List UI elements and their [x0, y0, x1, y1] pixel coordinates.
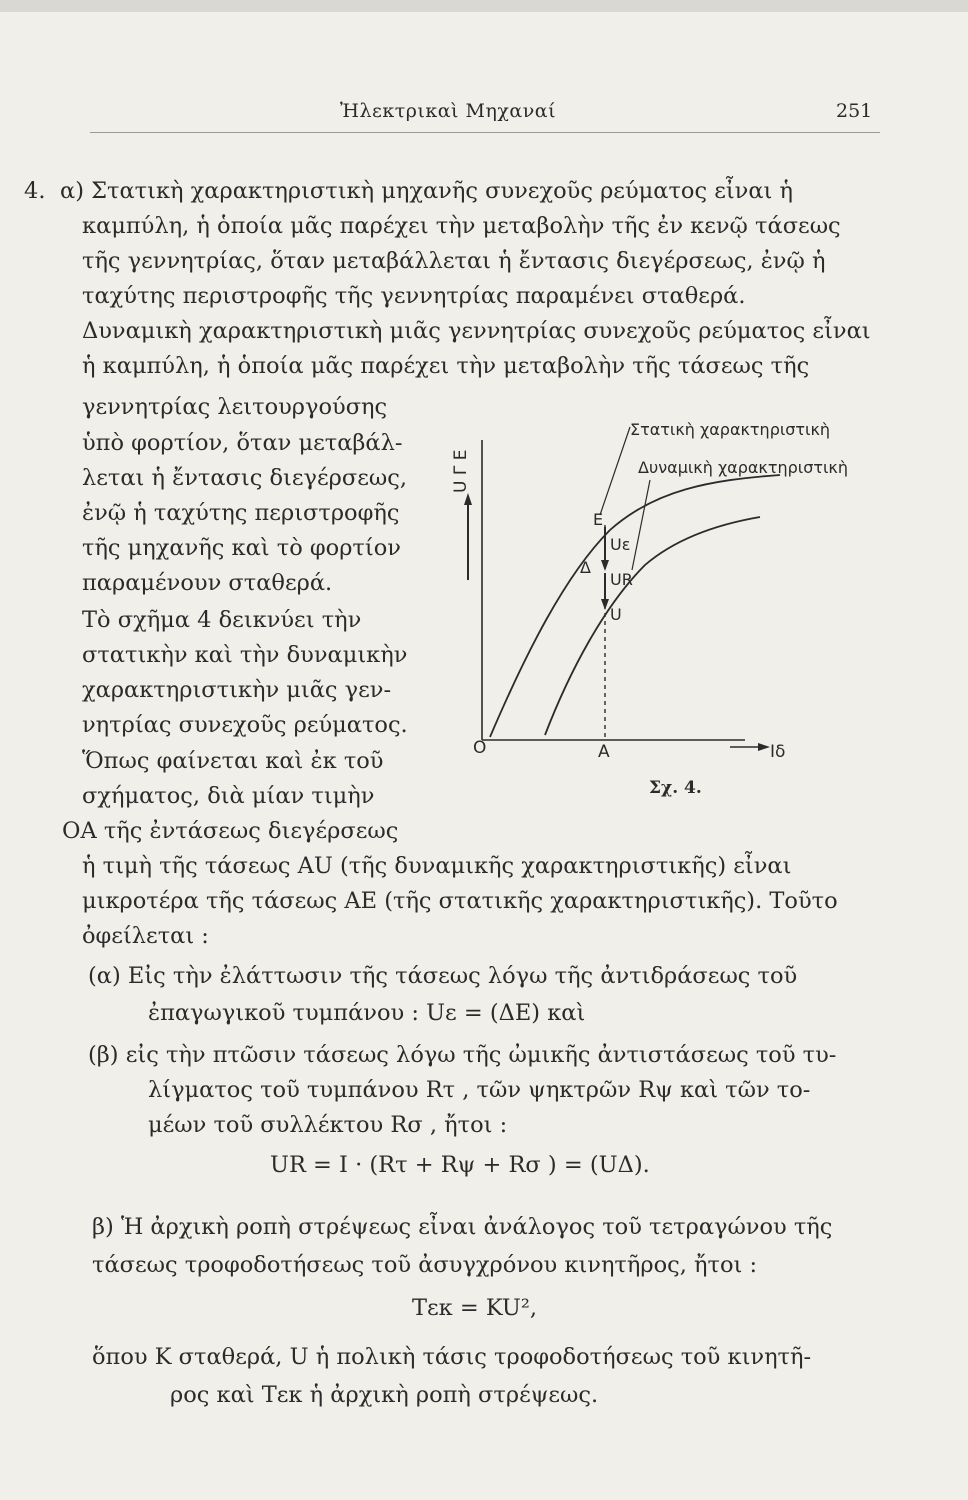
equation-Tek: Tεκ = KU²,: [412, 1295, 538, 1321]
scan-edge: [0, 0, 968, 12]
figure-caption: Σχ. 4.: [649, 778, 702, 798]
text-line: μέων τοῦ συλλέκτου Rσ , ἤτοι :: [148, 1112, 508, 1138]
point-A-label: A: [598, 742, 610, 762]
Ur-label: UR: [610, 570, 633, 589]
text-line: ρος καὶ Tεκ ἡ ἀρχικὴ ροπὴ στρέψεως.: [170, 1382, 599, 1408]
static-leader-line: [600, 427, 630, 515]
figure-4-characteristics: [440, 405, 910, 825]
text-line: στατικὴν καὶ τὴν δυναμικὴν: [82, 642, 408, 668]
point-delta-label: Δ: [580, 558, 591, 577]
text-line: λεται ἡ ἔντασις διεγέρσεως,: [82, 465, 407, 491]
y-axis-label: U Γ E: [451, 449, 471, 493]
text-line: ἐνῷ ἡ ταχύτης περιστροφῆς: [82, 500, 400, 526]
text-line: ΟΑ τῆς ἐντάσεως διεγέρσεως: [62, 818, 399, 844]
legend-dynamic: Δυναμικὴ χαρακτηριστικὴ: [638, 458, 848, 477]
text-line: ὑπὸ φορτίον, ὅταν μεταβάλ-: [82, 430, 403, 456]
text-line: τῆς μηχανῆς καὶ τὸ φορτίον: [82, 535, 401, 561]
U-label: U: [610, 605, 622, 624]
text-line: καμπύλη, ἡ ὁποία μᾶς παρέχει τὴν μεταβολὴν τῆς ἐν κενῷ τάσεως: [82, 213, 841, 239]
text-line: Δυναμικὴ χαρακτηριστικὴ μιᾶς γεννητρίας συνεχοῦς ρεύματος εἶναι: [82, 318, 871, 344]
text-line: ἐπαγωγικοῦ τυμπάνου : Uε = (ΔΕ) καὶ: [148, 1000, 586, 1026]
origin-label: O: [473, 738, 487, 758]
equation-UR: UR = I · (Rτ + Rψ + Rσ ) = (UΔ).: [270, 1152, 650, 1178]
Ur-arrowhead: [601, 599, 609, 610]
legend-static: Στατικὴ χαρακτηριστικὴ: [630, 420, 831, 439]
text-line: ταχύτης περιστροφῆς τῆς γεννητρίας παραμένει σταθερά.: [82, 283, 746, 309]
x-axis-label: Iδ: [770, 742, 786, 762]
Ue-arrowhead: [601, 560, 609, 571]
y-axis-arrowhead: [464, 493, 472, 505]
text-line: τάσεως τροφοδοτήσεως τοῦ ἀσυγχρόνου κινητῆρος, ἤτοι :: [92, 1252, 758, 1278]
text-line: Τὸ σχῆμα 4 δεικνύει τὴν: [82, 607, 362, 633]
text-line: ὀφείλεται :: [82, 923, 209, 949]
text-line: λίγματος τοῦ τυμπάνου Rτ , τῶν ψηκτρῶν Rψ καὶ τῶν το-: [148, 1077, 811, 1103]
text-line: β) Ἡ ἀρχικὴ ροπὴ στρέψεως εἶναι ἀνάλογος τοῦ τετραγώνου τῆς: [92, 1214, 833, 1240]
text-line: (β) εἰς τὴν πτῶσιν τάσεως λόγω τῆς ὠμικῆς ἀντιστάσεως τοῦ τυ-: [88, 1042, 837, 1068]
text-line: ἡ καμπύλη, ἡ ὁποία μᾶς παρέχει τὴν μεταβολὴν τῆς τάσεως τῆς: [82, 353, 810, 379]
dynamic-characteristic-curve: [545, 517, 760, 735]
text-line: χαρακτηριστικὴν μιᾶς γεν-: [82, 677, 392, 703]
page-number: 251: [836, 100, 873, 122]
point-E-label: E: [593, 510, 604, 529]
text-line: παραμένουν σταθερά.: [82, 570, 333, 596]
header-rule: [90, 132, 880, 133]
item-number: 4.: [24, 178, 46, 204]
text-line: γεννητρίας λειτουργούσης: [82, 394, 388, 420]
text-line: μικροτέρα τῆς τάσεως ΑΕ (τῆς στατικῆς χαρακτηριστικῆς). Τοῦτο: [82, 888, 838, 914]
text-line: Ὅπως φαίνεται καὶ ἐκ τοῦ: [82, 748, 384, 774]
text-line: α) Στατικὴ χαρακτηριστικὴ μηχανῆς συνεχοῦς ρεύματος εἶναι ἡ: [60, 178, 794, 204]
text-line: σχήματος, διὰ μίαν τιμὴν: [82, 783, 375, 809]
static-characteristic-curve: [490, 475, 780, 737]
Ue-label: Uε: [610, 535, 631, 554]
text-line: ἡ τιμὴ τῆς τάσεως ΑU (τῆς δυναμικῆς χαρακτηριστικῆς) εἶναι: [82, 853, 792, 879]
text-line: (α) Εἰς τὴν ἐλάττωσιν τῆς τάσεως λόγω τῆς ἀντιδράσεως τοῦ: [88, 963, 798, 989]
x-axis-arrowhead: [758, 743, 770, 751]
running-header-title: Ἠλεκτρικαὶ Μηχαναί: [340, 100, 557, 122]
text-line: τῆς γεννητρίας, ὅταν μεταβάλλεται ἡ ἔντασις διεγέρσεως, ἐνῷ ἡ: [82, 248, 826, 274]
text-line: νητρίας συνεχοῦς ρεύματος.: [82, 712, 408, 738]
dynamic-leader-line: [632, 480, 650, 570]
text-line: ὅπου K σταθερά, U ἡ πολικὴ τάσις τροφοδοτήσεως τοῦ κινητῆ-: [92, 1344, 812, 1370]
